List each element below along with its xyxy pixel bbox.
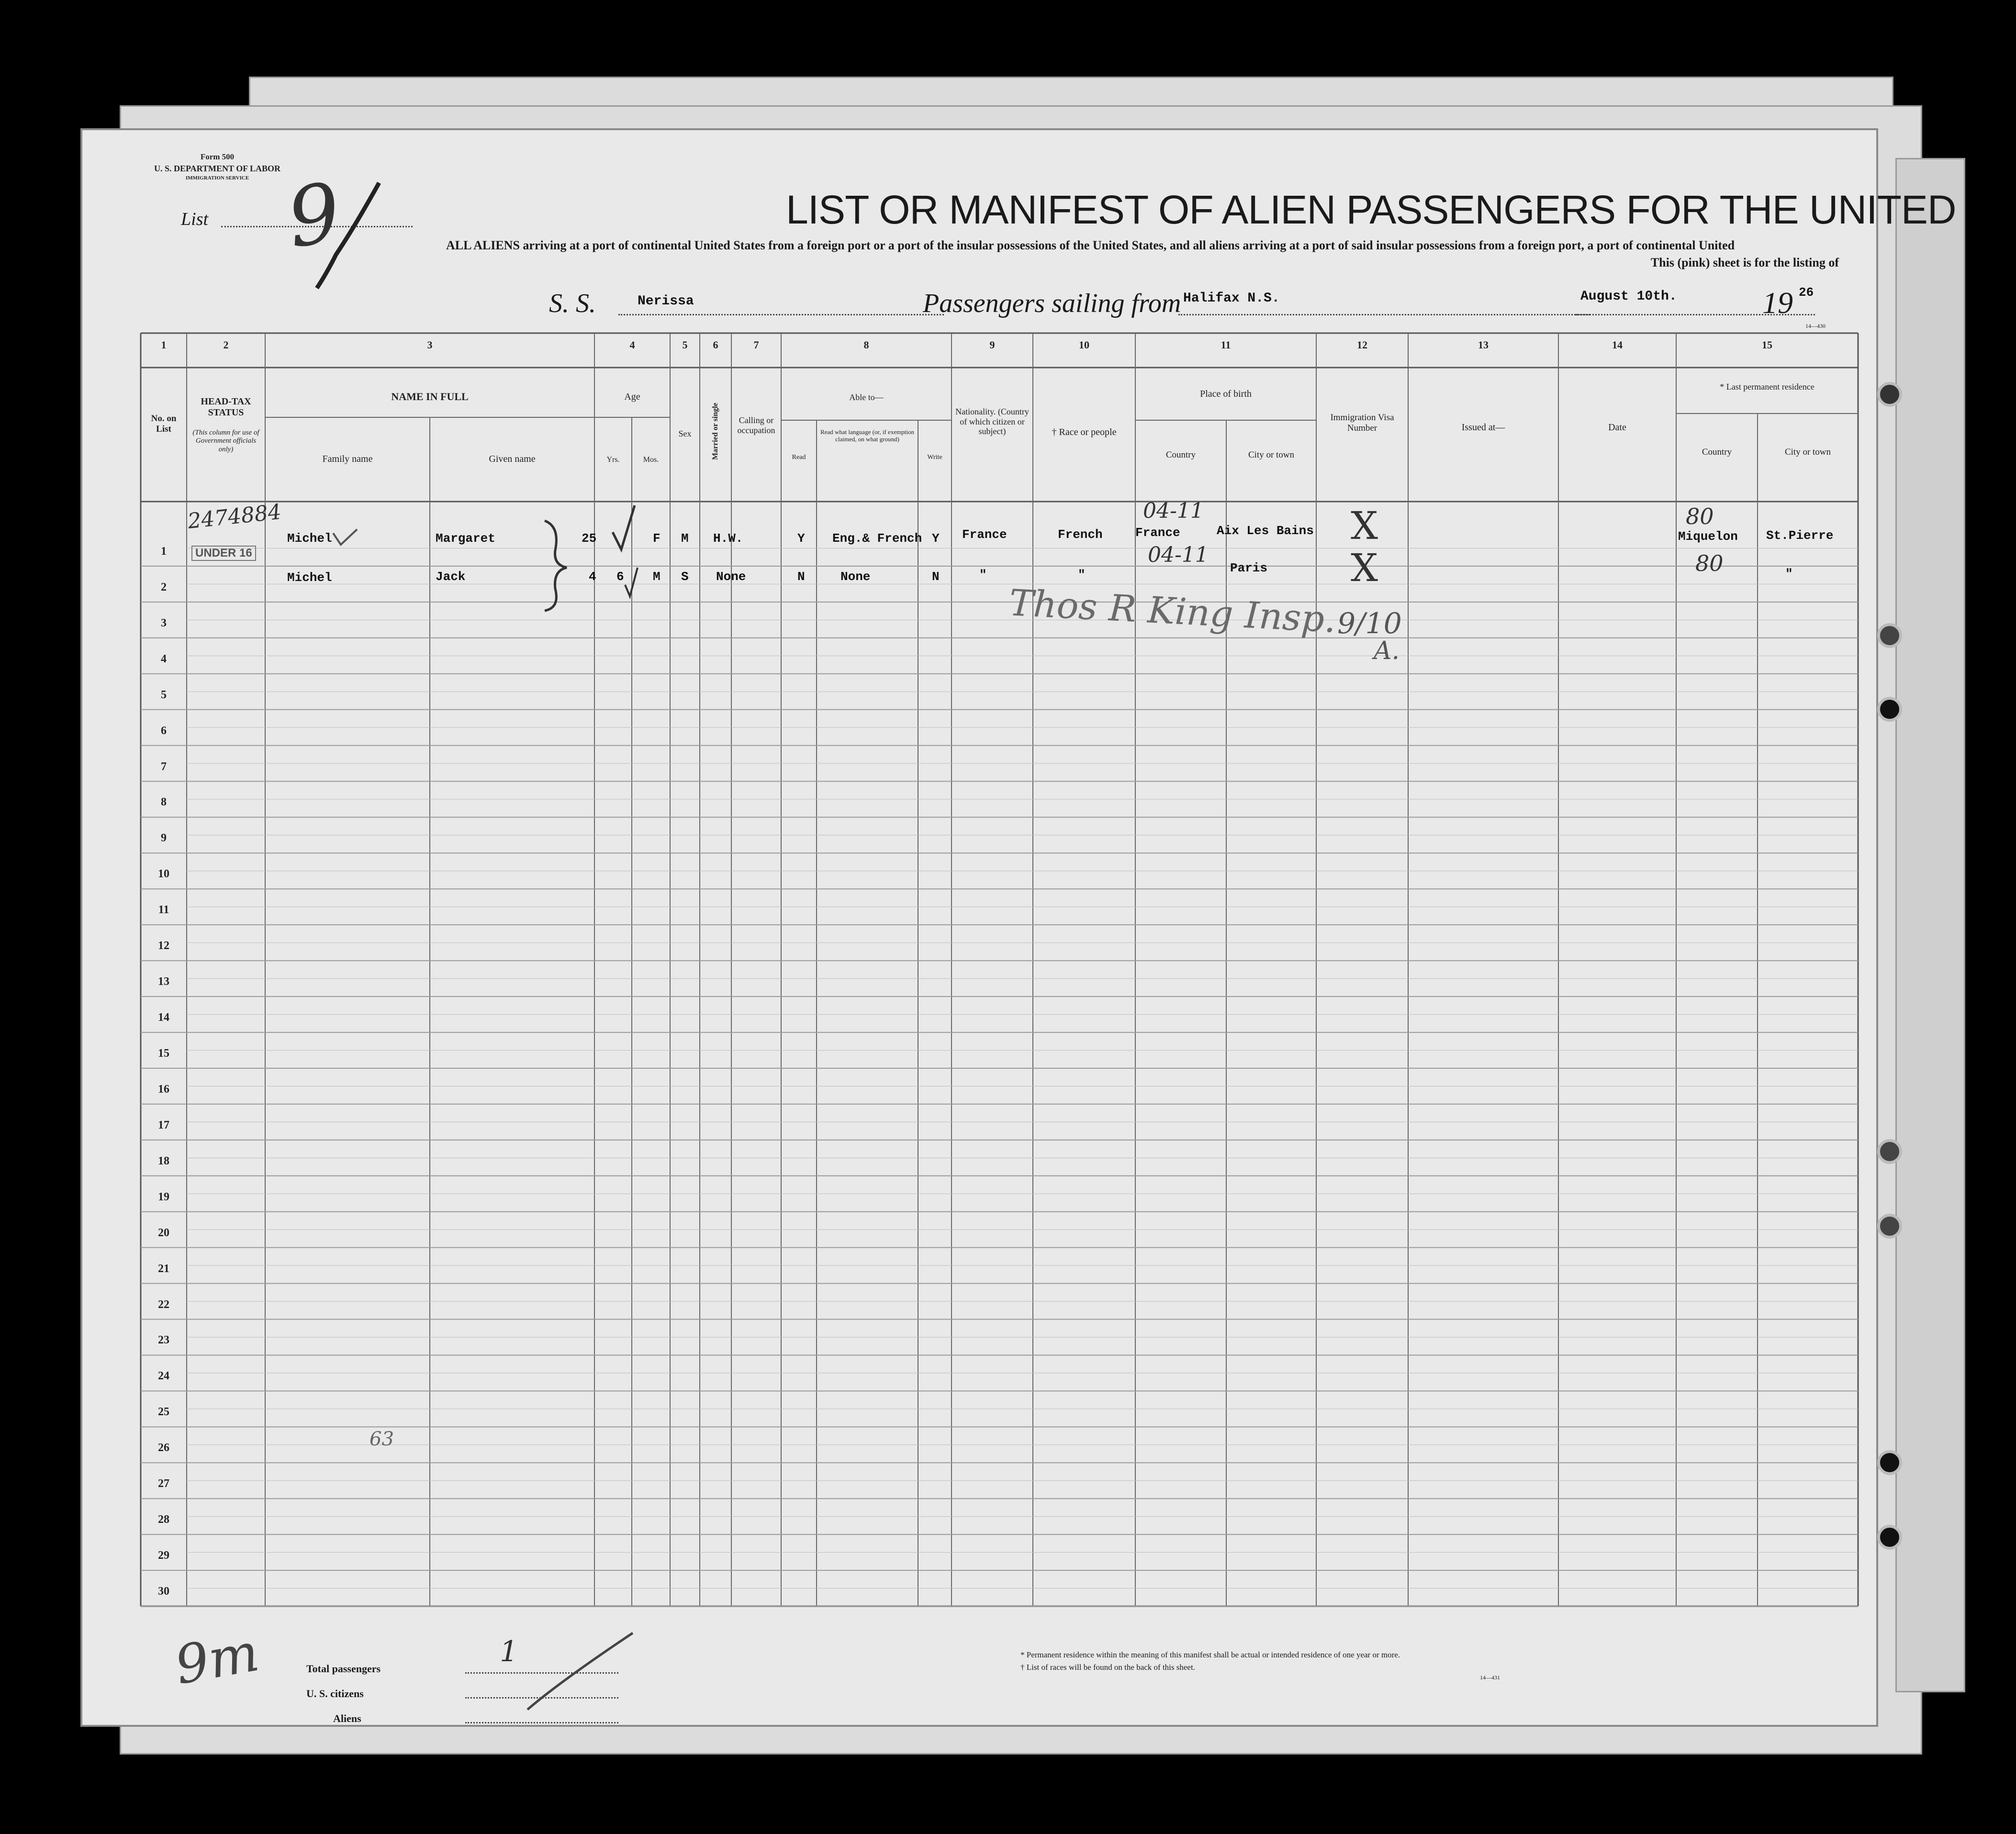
birth-country-cell: France	[1135, 526, 1180, 540]
res-code-1: 80	[1686, 503, 1714, 529]
total-passengers-label: Total passengers	[306, 1663, 381, 1675]
header-date: Date	[1608, 422, 1626, 433]
year-prefix: 19	[1762, 286, 1793, 320]
visa-cell: X	[1351, 503, 1378, 548]
row-number: 27	[158, 1477, 169, 1490]
row-number: 11	[158, 904, 169, 917]
manifest-subtitle: ALL ALIENS arriving at a port of continental United States from a foreign port or a port of the insular possessions of the United States, and all aliens arriving at a port of said insular possessions from a foreign port, a port of continental United	[446, 238, 1735, 252]
birth-city-cell: Aix Les Bains	[1217, 524, 1314, 538]
row-number: 23	[158, 1334, 169, 1347]
row-number: 15	[158, 1047, 169, 1060]
row-number: 30	[158, 1585, 169, 1598]
header-family-name: Family name	[322, 454, 373, 464]
given-name-cell: Jack	[436, 570, 466, 584]
row-number: 21	[158, 1262, 169, 1275]
total-passengers-value: 1	[500, 1635, 518, 1668]
ss-label: S. S.	[549, 289, 596, 318]
col-num-12: 12	[1357, 339, 1367, 351]
row-number: 25	[158, 1406, 169, 1419]
row-number: 4	[161, 652, 167, 665]
res-city-cell: "	[1785, 567, 1793, 581]
row-number: 19	[158, 1190, 169, 1203]
col-num-3: 3	[427, 339, 433, 351]
inspector-signature: Thos R King Insp.	[1008, 581, 1337, 641]
col-num-2: 2	[223, 339, 229, 351]
list-number: 9	[281, 165, 347, 267]
row-number: 2	[161, 581, 167, 593]
nationality-cell: "	[979, 568, 987, 582]
row-number: 5	[161, 688, 167, 701]
language-cell: Eng.& French	[832, 531, 922, 546]
col-num-7: 7	[753, 339, 759, 351]
punch-hole	[1877, 382, 1902, 407]
family-name-cell: Michel	[287, 570, 332, 585]
res-country-cell: Miquelon	[1678, 529, 1738, 544]
birth-code-1: 04-11	[1143, 499, 1204, 523]
nationality-cell: France	[962, 527, 1007, 542]
row-number: 10	[158, 868, 169, 881]
header-last-residence: * Last permanent residence	[1720, 382, 1814, 391]
footnote-races: † List of races will be found on the back of this sheet.	[1020, 1663, 1195, 1672]
row-number: 22	[158, 1298, 169, 1311]
brace-icon	[541, 517, 570, 613]
header-read: Read	[792, 454, 806, 461]
read-cell: Y	[797, 531, 805, 546]
check-mark-icon	[611, 503, 639, 561]
age-years-cell: 25	[582, 531, 597, 546]
header-given-name: Given name	[489, 454, 536, 464]
row-number: 1	[161, 545, 167, 558]
aliens-line	[465, 1722, 618, 1723]
col-num-15: 15	[1762, 339, 1772, 351]
header-birth-city: City or town	[1248, 450, 1295, 460]
row-number: 29	[158, 1549, 169, 1562]
sailing-date: August 10th.	[1580, 289, 1677, 304]
total-slash-mark	[523, 1628, 638, 1714]
row-number: 6	[161, 724, 167, 737]
header-sex: Sex	[678, 429, 692, 438]
header-place-of-birth: Place of birth	[1200, 389, 1252, 399]
write-cell: Y	[932, 531, 940, 546]
header-read-language: Read what language (or, if exemption claimed, on what ground)	[820, 428, 914, 443]
punch-hole	[1877, 623, 1902, 648]
header-name-in-full: NAME IN FULL	[391, 391, 469, 403]
manifest-subtitle-2: This (pink) sheet is for the listing of	[1650, 256, 1839, 269]
port-name: Halifax N.S.	[1183, 291, 1280, 306]
row-number: 16	[158, 1083, 169, 1096]
col-num-1: 1	[161, 339, 167, 351]
row-mark: 63	[370, 1428, 394, 1450]
header-head-tax: HEAD-TAX STATUS	[201, 396, 251, 418]
row-number: 26	[158, 1442, 169, 1454]
race-cell: "	[1078, 568, 1086, 582]
header-nationality: Nationality. (Country of which citizen or subject)	[955, 407, 1029, 436]
language-cell: None	[840, 570, 871, 584]
row-number: 28	[158, 1513, 169, 1526]
punch-hole	[1877, 1525, 1902, 1550]
service-name: IMMIGRATION SERVICE	[185, 175, 249, 181]
married-cell: M	[681, 531, 689, 546]
row-number: 8	[161, 796, 167, 809]
header-issued-at: Issued at—	[1461, 422, 1505, 433]
read-cell: N	[797, 570, 805, 584]
manifest-title: LIST OR MANIFEST OF ALIEN PASSENGERS FOR THE UNITED	[786, 187, 1956, 232]
margin-note: 9m	[170, 1621, 264, 1697]
punch-hole	[1877, 1214, 1902, 1239]
sailing-label: Passengers sailing from	[923, 289, 1181, 318]
birth-city-cell: Paris	[1230, 561, 1268, 575]
manifest-grid	[82, 130, 1880, 1729]
col-num-10: 10	[1079, 339, 1089, 351]
form-number: Form 500	[200, 152, 235, 161]
ship-name: Nerissa	[638, 294, 694, 309]
calling-cell: H.W.	[713, 531, 743, 546]
res-city-cell: St.Pierre	[1766, 528, 1834, 543]
header-no-on-list: No. on List	[151, 414, 177, 434]
birth-code-2: 04-11	[1148, 543, 1209, 567]
col-num-4: 4	[629, 339, 635, 351]
visa-cell: X	[1351, 546, 1378, 590]
row-number: 17	[158, 1118, 169, 1131]
col-num-6: 6	[713, 339, 718, 351]
header-married: Married or single	[711, 403, 719, 460]
header-head-tax-note: (This column for use of Government officials only)	[192, 429, 259, 453]
given-name-cell: Margaret	[436, 531, 495, 546]
calling-cell: None	[716, 570, 746, 584]
row-number: 7	[161, 760, 167, 773]
col-num-14: 14	[1612, 339, 1623, 351]
header-able-to: Able to—	[849, 392, 884, 402]
row-number: 24	[158, 1370, 169, 1383]
race-cell: French	[1058, 527, 1103, 542]
fraction-bottom: A.	[1374, 637, 1400, 665]
form-code-bottom: 14—431	[1480, 1674, 1500, 1681]
row-number: 14	[158, 1011, 169, 1024]
col-num-11: 11	[1221, 339, 1231, 351]
us-citizens-label: U. S. citizens	[306, 1688, 364, 1700]
header-res-city: City or town	[1784, 447, 1831, 457]
sex-cell: M	[653, 570, 661, 584]
header-res-country: Country	[1702, 447, 1732, 457]
col-num-5: 5	[682, 339, 688, 351]
head-tax-number: 2474884	[186, 499, 283, 534]
row-number: 20	[158, 1226, 169, 1239]
back-sheet-3	[1895, 158, 1965, 1692]
header-write: Write	[927, 454, 942, 461]
aliens-label: Aliens	[333, 1712, 361, 1724]
col-num-8: 8	[863, 339, 869, 351]
header-birth-country: Country	[1165, 450, 1196, 460]
punch-hole	[1877, 697, 1902, 722]
header-yrs: Yrs.	[606, 456, 620, 464]
married-cell: S	[681, 570, 689, 584]
manifest-sheet	[80, 128, 1956, 1727]
punch-hole	[1877, 1139, 1902, 1164]
check-mark-icon	[331, 528, 360, 548]
row-number: 13	[158, 975, 169, 988]
form-code-top: 14—430	[1805, 323, 1826, 329]
header-age: Age	[624, 391, 640, 402]
row-number: 3	[161, 616, 167, 629]
punch-hole	[1877, 1450, 1902, 1475]
write-cell: N	[932, 570, 940, 584]
family-name-cell: Michel	[287, 531, 332, 546]
head-tax-stamp: UNDER 16	[191, 546, 256, 561]
row-number: 18	[158, 1154, 169, 1167]
year-suffix: 26	[1799, 285, 1814, 300]
department-name: U. S. DEPARTMENT OF LABOR	[154, 164, 281, 173]
header-mos: Mos.	[643, 456, 659, 464]
row-number: 9	[161, 832, 167, 845]
header-visa: Immigration Visa Number	[1330, 413, 1394, 433]
res-code-2: 80	[1695, 550, 1724, 576]
age-months-cell: 6	[616, 570, 624, 584]
row-number: 12	[158, 939, 169, 952]
header-race: † Race or people	[1052, 427, 1117, 437]
fraction-top: 9/10	[1337, 607, 1402, 640]
sex-cell: F	[653, 531, 661, 546]
col-num-13: 13	[1478, 339, 1489, 351]
check-mark-icon	[623, 566, 642, 599]
header-calling: Calling or occupation	[737, 415, 775, 435]
list-label: List	[181, 209, 209, 229]
age-years-cell: 4	[589, 570, 596, 584]
footnote-residence: * Permanent residence within the meaning of this manifest shall be actual or intended residence of one year or more.	[1020, 1650, 1400, 1659]
col-num-9: 9	[989, 339, 995, 351]
